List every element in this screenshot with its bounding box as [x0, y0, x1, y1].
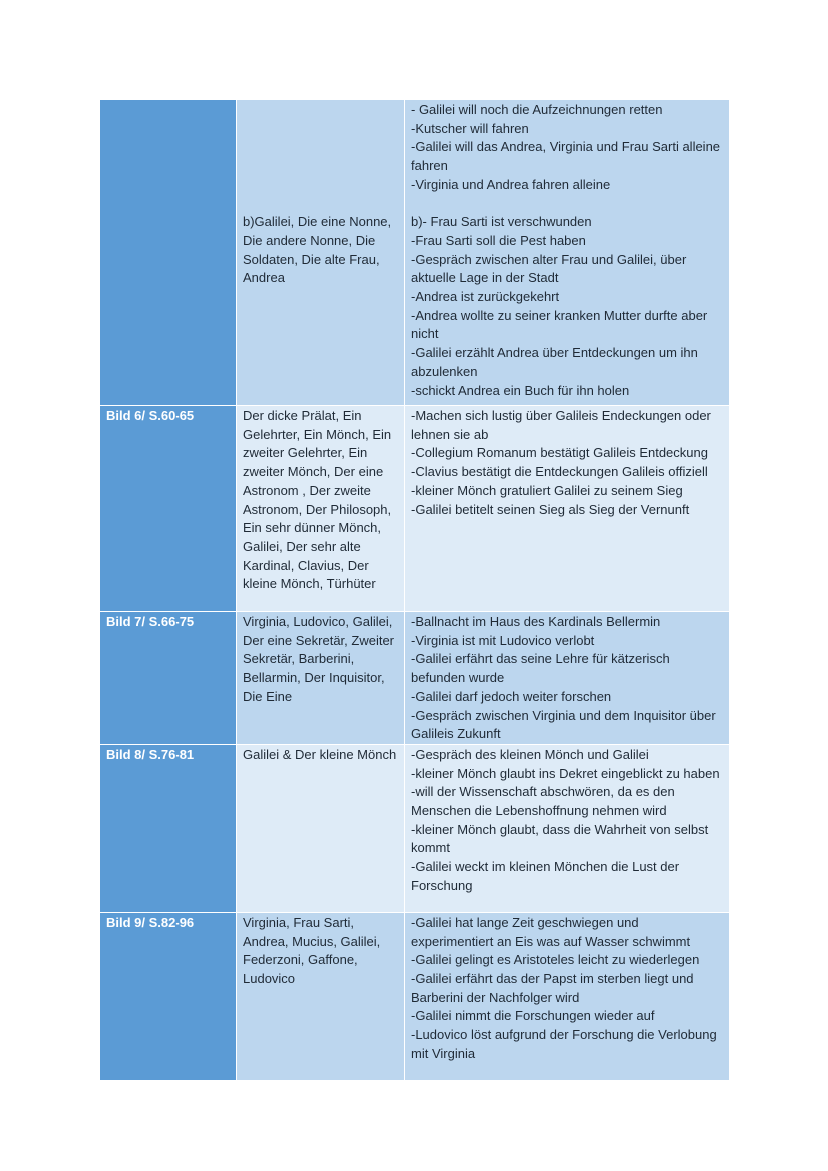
event-line: -Gespräch zwischen alter Frau und Galilei, über aktuelle Lage in der Stadt — [411, 251, 687, 286]
characters-text — [243, 120, 398, 139]
characters-cell — [237, 100, 405, 406]
characters-cell — [237, 744, 405, 912]
event-line: - Galilei will noch die Aufzeichnungen retten — [411, 102, 663, 117]
characters-text: Der dicke Prälat, Ein Gelehrter, Ein Mönch, Ein zweiter Gelehrter, Ein zweiter Mönch, Der eine Astronom , Der zweite Astronom, Der Philosoph, Ein sehr dünner Mönch, Galilei, Der sehr alte Kardinal, Clavius, Der kleine Mönch, Türhüter — [243, 408, 392, 592]
scene-label-cell: Bild 8/ S.76-81 — [100, 744, 237, 912]
events-cell — [405, 912, 730, 1080]
characters-cell — [237, 612, 405, 745]
characters-text — [243, 157, 398, 176]
event-line: -kleiner Mönch glaubt, dass die Wahrheit von selbst kommt — [411, 821, 709, 856]
event-line: -Machen sich lustig über Galileis Endeckungen oder lehnen sie ab — [411, 408, 711, 442]
event-line: -schickt Andrea ein Buch für ihn holen — [411, 382, 630, 398]
event-line: -Collegium Romanum bestätigt Galileis Entdeckung — [411, 445, 708, 461]
event-line: -Galilei erfährt das der Papst im sterben liegt und Barberini der Nachfolger wird — [411, 971, 694, 1005]
event-line — [411, 195, 723, 214]
event-line: -Galilei nimmt die Forschungen wieder auf — [411, 1008, 655, 1024]
characters-text: b)Galilei, Die eine Nonne, Die andere Nonne, Die Soldaten, Die alte Frau, Andrea — [243, 214, 392, 286]
event-line: -Galilei will das Andrea, Virginia und Frau Sarti alleine fahren — [411, 139, 721, 174]
event-line: -Virginia und Andrea fahren alleine — [411, 176, 611, 192]
event-line: -Galilei betitelt seinen Sieg als Sieg der Vernunft — [411, 501, 690, 517]
events-cell — [405, 744, 730, 912]
table-row — [100, 612, 730, 745]
characters-cell — [237, 912, 405, 1080]
event-line: -Kutscher will fahren — [411, 120, 529, 136]
event-line: -Ludovico löst aufgrund der Forschung die Verlobung mit Virginia — [411, 1027, 717, 1061]
event-line: -kleiner Mönch glaubt ins Dekret eingeblickt zu haben — [411, 765, 720, 781]
events-cell — [405, 406, 730, 612]
table-row — [100, 406, 730, 612]
event-line: -Galilei gelingt es Aristoteles leicht zu wiederlegen — [411, 952, 700, 968]
scene-label-cell: Bild 7/ S.66-75 — [100, 612, 237, 745]
event-line: -Andrea wollte zu seiner kranken Mutter durfte aber nicht — [411, 307, 708, 342]
scene-label-cell: Bild 6/ S.60-65 — [100, 406, 237, 612]
events-cell — [405, 100, 730, 406]
event-line: -Galilei weckt im kleinen Mönchen die Lust der Forschung — [411, 859, 680, 893]
event-line: -will der Wissenschaft abschwören, da es den Menschen die Lebenshoffnung nehmen wird — [411, 784, 675, 819]
scene-label-cell: Bild 9/ S.82-96 — [100, 912, 237, 1080]
characters-text — [243, 138, 398, 157]
event-line: -Clavius bestätigt die Entdeckungen Galileis offiziell — [411, 464, 708, 480]
table-row — [100, 744, 730, 912]
table-row — [100, 100, 730, 406]
characters-cell — [237, 406, 405, 612]
event-line: -Virginia ist mit Ludovico verlobt — [411, 632, 595, 648]
event-line: -Ballnacht im Haus des Kardinals Bellermin — [411, 614, 661, 629]
event-line: -kleiner Mönch gratuliert Galilei zu seinem Sieg — [411, 482, 683, 498]
event-line: b)- Frau Sarti ist verschwunden — [411, 214, 592, 230]
scene-label-cell — [100, 100, 237, 406]
table-row — [100, 912, 730, 1080]
event-line: -Gespräch zwischen Virginia und dem Inquisitor über Galileis Zukunft — [411, 707, 716, 742]
characters-text — [243, 101, 398, 120]
event-line: -Andrea ist zurückgekehrt — [411, 289, 560, 305]
event-line: -Frau Sarti soll die Pest haben — [411, 232, 586, 248]
event-line: -Gespräch des kleinen Mönch und Galilei — [411, 746, 649, 762]
events-cell — [405, 612, 730, 745]
characters-text: Galilei & Der kleine Mönch — [243, 746, 397, 762]
characters-text: Virginia, Ludovico, Galilei, Der eine Sekretär, Zweiter Sekretär, Barberini, Bellarmin, Der Inquisitor, Die Eine — [243, 614, 395, 704]
characters-text: Virginia, Frau Sarti, Andrea, Mucius, Galilei, Federzoni, Gaffone, Ludovico — [243, 914, 381, 987]
event-line: -Galilei hat lange Zeit geschwiegen und experimentiert an Eis was auf Wasser schwimmt — [411, 914, 691, 949]
event-line: -Galilei erfährt das seine Lehre für kätzerisch befunden wurde — [411, 651, 670, 686]
summary-table — [99, 99, 730, 1081]
event-line: -Galilei darf jedoch weiter forschen — [411, 688, 612, 704]
characters-text — [243, 176, 398, 195]
characters-text — [243, 194, 398, 213]
event-line: -Galilei erzählt Andrea über Entdeckungen um ihn abzulenken — [411, 345, 698, 379]
